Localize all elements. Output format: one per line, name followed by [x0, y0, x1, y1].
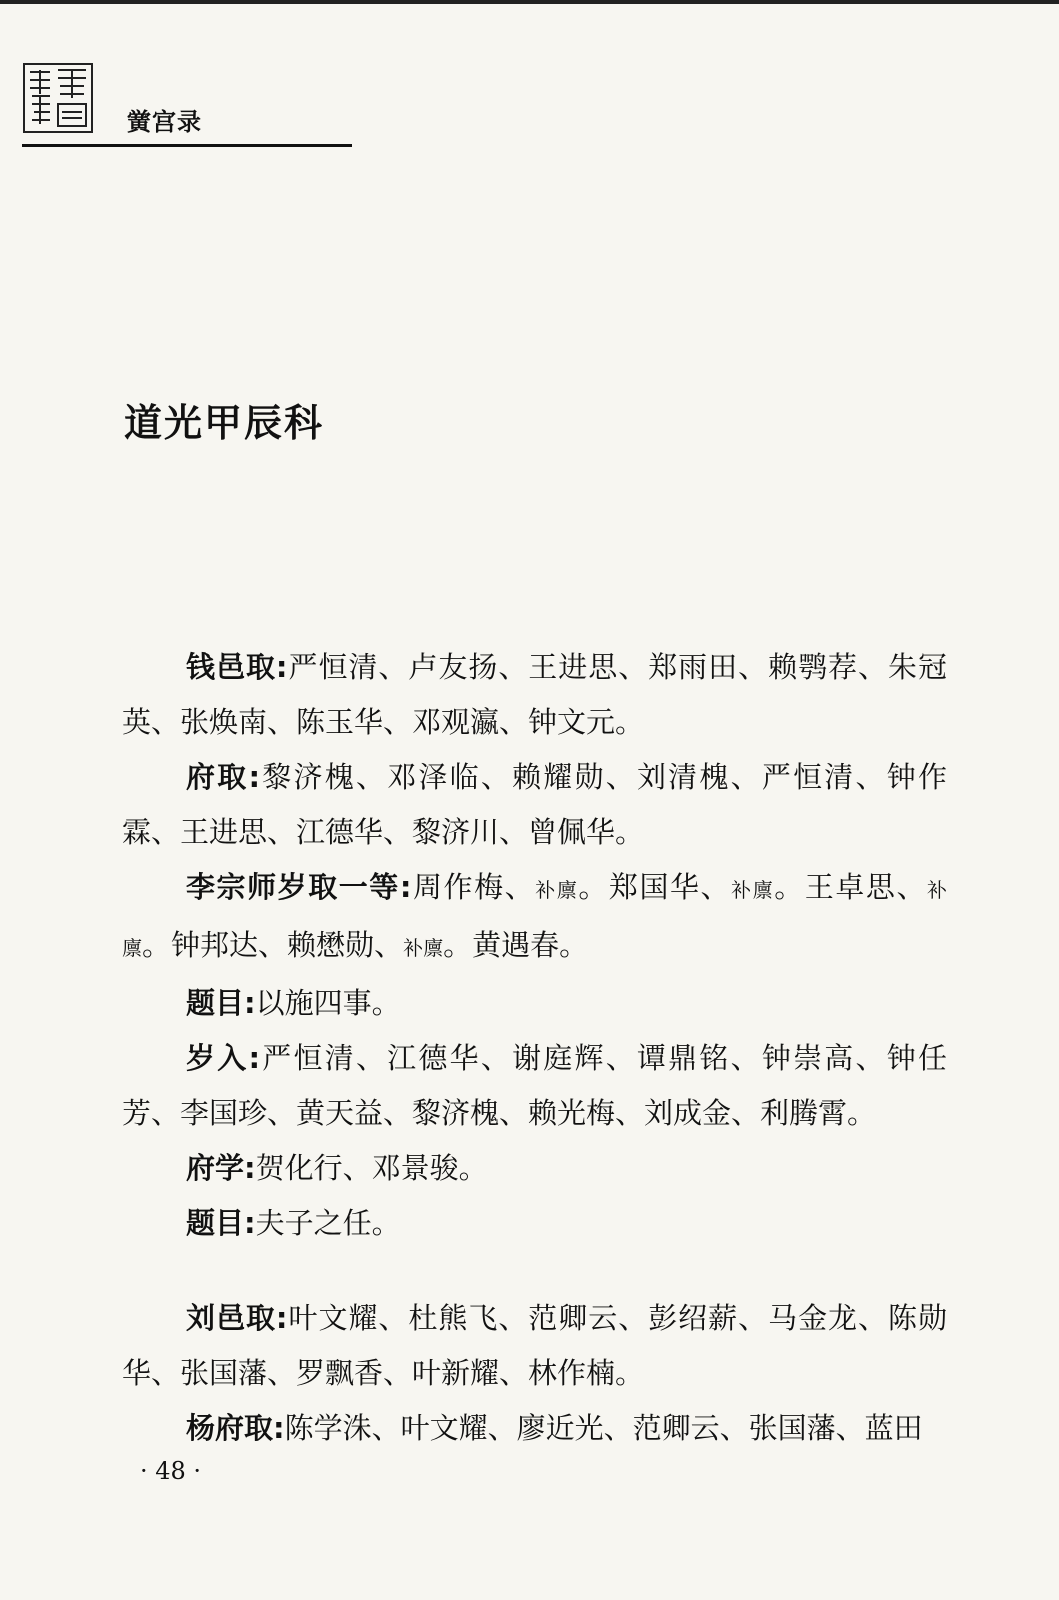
full-stop: 。	[559, 928, 589, 962]
paragraph	[122, 750, 947, 860]
body-text	[122, 640, 947, 1456]
paragraph-label: 题目:	[186, 1206, 256, 1240]
annotation: 补廪	[122, 878, 947, 960]
paragraph-label: 钱邑取:	[186, 650, 288, 684]
paragraph	[122, 1031, 947, 1141]
paragraph-text: 严恒清、江德华、谢庭辉、谭鼎铭、钟崇高、钟任芳、李国珍、黄天益、黎济槐、赖光梅、刘成金、利腾霄。	[122, 1041, 947, 1130]
paragraph-label: 岁入:	[186, 1041, 261, 1075]
full-stop: 。	[443, 928, 473, 962]
separator: 、	[258, 928, 288, 962]
name: 郑国华	[608, 870, 701, 904]
page-top-border	[0, 0, 1059, 4]
header-rule	[22, 144, 352, 147]
book-title: 黉宫录	[127, 108, 202, 136]
paragraph-label: 题目:	[186, 986, 256, 1020]
running-header	[22, 62, 352, 142]
paragraph	[122, 976, 947, 1031]
name: 赖懋勋	[287, 928, 375, 962]
name: 周作梅	[411, 870, 505, 904]
annotation: 补廪	[535, 878, 579, 902]
paragraph	[122, 1196, 947, 1251]
seal-logo	[22, 62, 94, 134]
paragraph-label: 李宗师岁取一等:	[186, 870, 412, 904]
paragraph-label: 府取:	[186, 760, 261, 794]
separator: 、	[896, 870, 927, 904]
paragraph-text: 陈学洙、叶文耀、廖近光、范卿云、张国藩、蓝田	[284, 1411, 923, 1445]
full-stop: 。	[774, 870, 805, 904]
separator: 、	[504, 870, 536, 904]
paragraph-text: 贺化行、邓景骏。	[255, 1151, 488, 1185]
name: 黄遇春	[472, 928, 560, 962]
annotation: 补廪	[403, 936, 444, 960]
paragraph-li-zongshi	[122, 860, 947, 976]
paragraph-text: 黎济槐、邓泽临、赖耀勋、刘清槐、严恒清、钟作霖、王进思、江德华、黎济川、曾佩华。	[122, 760, 947, 849]
paragraph	[122, 640, 947, 750]
paragraph-text: 叶文耀、杜熊飞、范卿云、彭绍薪、马金龙、陈勋华、张国藩、罗飘香、叶新耀、林作楠。	[122, 1301, 947, 1390]
paragraph-text: 严恒清、卢友扬、王进思、郑雨田、赖鹗荐、朱冠英、张焕南、陈玉华、邓观瀛、钟文元。	[122, 650, 947, 739]
paragraph	[122, 1291, 947, 1401]
paragraph	[122, 1401, 947, 1456]
paragraph-text: 夫子之任。	[255, 1206, 401, 1240]
paragraph-label: 府学:	[186, 1151, 256, 1185]
paragraph	[122, 1141, 947, 1196]
paragraph-label: 刘邑取:	[186, 1301, 288, 1335]
annotation: 补廪	[731, 878, 775, 902]
page-number: · 48 ·	[140, 1457, 202, 1485]
full-stop: 。	[142, 928, 172, 962]
separator: 、	[700, 870, 732, 904]
full-stop: 。	[578, 870, 609, 904]
paragraph-label: 杨府取:	[186, 1411, 285, 1445]
paragraph-text: 以施四事。	[255, 986, 401, 1020]
name: 王卓思	[804, 870, 897, 904]
chapter-title: 道光甲辰科	[124, 401, 325, 445]
separator: 、	[374, 928, 404, 962]
name: 钟邦达	[171, 928, 259, 962]
